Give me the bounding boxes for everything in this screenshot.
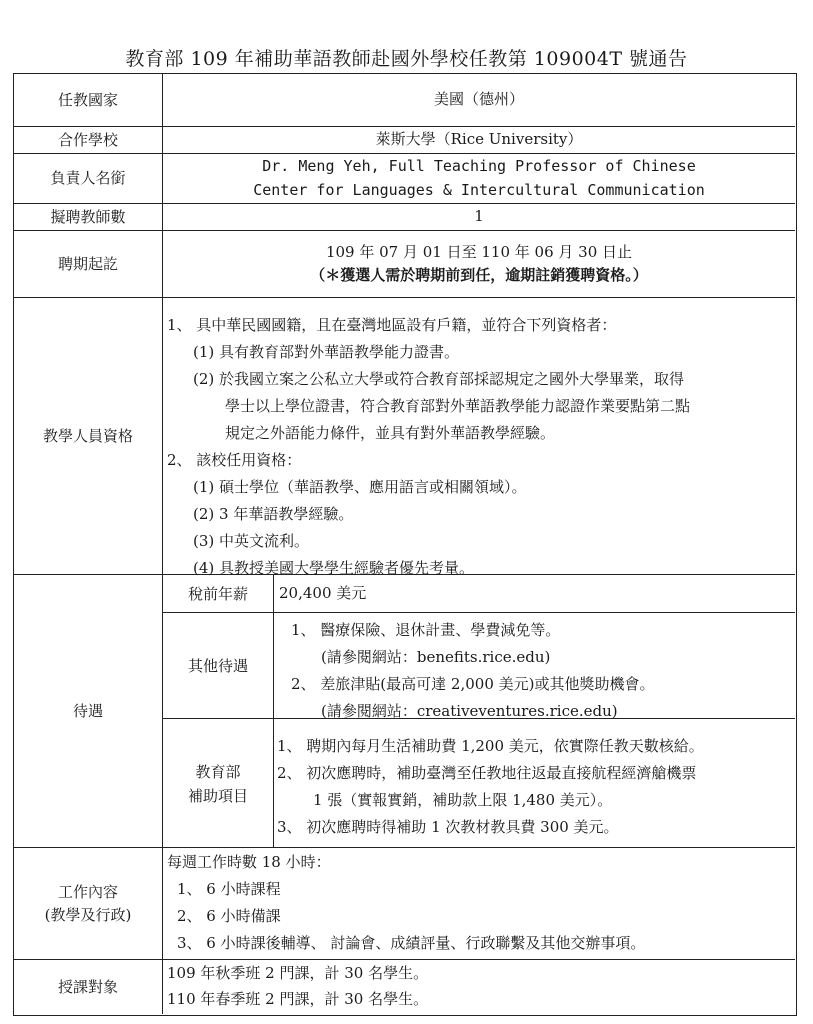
moe-subsidy-line: 3、 初次應聘時得補助 1 次教材教具費 300 美元。 xyxy=(277,818,619,836)
country-text: 美國（德州） xyxy=(433,90,524,109)
period-label: 聘期起訖 xyxy=(14,231,163,297)
moe-subsidy-label xyxy=(163,719,274,848)
moe-subsidy-label-2: 補助項目 xyxy=(187,786,248,805)
quals-line: (4) 具教授美國大學學生經驗者優先考量。 xyxy=(193,559,475,577)
moe-subsidy-line: 1 張（實報實銷，補助款上限 1,480 美元）。 xyxy=(313,791,613,809)
quals-line: 2、 該校任用資格： xyxy=(167,451,302,469)
work-label xyxy=(14,848,163,959)
salary-text: 20,400 美元 xyxy=(279,584,367,602)
row-school xyxy=(14,127,795,154)
row-benefits xyxy=(14,575,795,848)
moe-subsidy-value xyxy=(275,719,795,848)
work-label-1: 工作內容 xyxy=(57,883,118,901)
salary-label: 稅前年薪 xyxy=(163,575,274,612)
school-label: 合作學校 xyxy=(14,127,163,153)
row-period xyxy=(14,231,795,298)
quals-line: (1) 具有教育部對外華語教學能力證書。 xyxy=(193,343,460,361)
other-benefits-line: 1、 醫療保險、退休計畫、學費減免等。 xyxy=(291,621,561,639)
moe-subsidy-subrow xyxy=(163,719,795,848)
work-line: 2、 6 小時備課 xyxy=(177,907,281,925)
benefits-label: 待遇 xyxy=(14,575,163,847)
salary-value xyxy=(275,575,795,612)
quals-line: 學士以上學位證書，符合教育部對外華語教學能力認證作業要點第二點 xyxy=(225,397,691,415)
work-label-2: (教學及行政) xyxy=(44,905,132,924)
work-value xyxy=(163,848,795,959)
notice-table xyxy=(13,73,797,1016)
quals-line: (2) 3 年華語教學經驗。 xyxy=(193,505,354,523)
row-work xyxy=(14,848,795,960)
other-benefits-value xyxy=(275,613,795,718)
quals-label: 教學人員資格 xyxy=(14,298,163,574)
salary-subrow xyxy=(163,575,795,613)
other-benefits-line: 2、 差旅津貼(最高可達 2,000 美元)或其他獎助機會。 xyxy=(291,675,655,693)
country-value xyxy=(163,74,795,126)
target-label: 授課對象 xyxy=(14,960,163,1014)
work-line: 1、 6 小時課程 xyxy=(177,880,281,898)
other-benefits-subrow xyxy=(163,613,795,719)
row-contact xyxy=(14,154,795,204)
quals-line: (1) 碩士學位（華語教學、應用語言或相關領域）。 xyxy=(193,478,527,496)
count-label: 擬聘教師數 xyxy=(14,204,163,230)
period-value xyxy=(163,231,795,297)
row-qualifications xyxy=(14,298,795,575)
row-country xyxy=(14,74,795,127)
count-text: 1 xyxy=(474,207,484,226)
moe-subsidy-line: 2、 初次應聘時，補助臺灣至任教地往返最直接航程經濟艙機票 xyxy=(277,764,697,782)
period-line-1: 109 年 07 月 01 日至 110 年 06 月 30 日止 xyxy=(325,242,633,261)
period-note: （＊獲選人需於聘期前到任，逾期註銷獲聘資格。） xyxy=(310,266,648,284)
school-text: 萊斯大學（Rice University） xyxy=(375,130,583,149)
moe-subsidy-line: 1、 聘期內每月生活補助費 1,200 美元，依實際任教天數核給。 xyxy=(277,737,704,755)
work-line: 每週工作時數 18 小時： xyxy=(167,853,331,871)
count-value xyxy=(163,204,795,230)
row-target xyxy=(14,960,795,1014)
contact-value xyxy=(163,154,795,203)
contact-label: 負責人名銜 xyxy=(14,154,163,203)
work-line: 3、 6 小時課後輔導、 討論會、成績評量、行政聯繫及其他交辦事項。 xyxy=(177,934,646,952)
target-line: 110 年春季班 2 門課，計 30 名學生。 xyxy=(167,990,429,1008)
row-count xyxy=(14,204,795,231)
contact-line-1: Dr. Meng Yeh, Full Teaching Professor of Chinese xyxy=(262,157,696,176)
contact-line-2: Center for Languages & Intercultural Communication xyxy=(253,180,705,199)
quals-line: (3) 中英文流利。 xyxy=(193,532,310,550)
target-value xyxy=(163,960,795,1014)
notice-title: 教育部 109 年補助華語教師赴國外學校任教第 109004T 號通告 xyxy=(125,48,688,70)
quals-line: (2) 於我國立案之公私立大學或符合教育部採認規定之國外大學畢業，取得 xyxy=(193,370,685,388)
other-benefits-link: (請參閱網站：benefits.rice.edu) xyxy=(321,648,551,666)
target-line: 109 年秋季班 2 門課，計 30 名學生。 xyxy=(167,964,429,982)
quals-line: 規定之外語能力條件，並具有對外華語教學經驗。 xyxy=(225,424,556,442)
other-benefits-label: 其他待遇 xyxy=(163,613,274,718)
quals-value xyxy=(163,298,795,577)
school-value xyxy=(163,127,795,153)
quals-line: 1、 具中華民國國籍，且在臺灣地區設有戶籍，並符合下列資格者： xyxy=(167,316,617,334)
other-benefits-link: (請參閱網站：creativeventures.rice.edu) xyxy=(321,702,618,720)
country-label: 任教國家 xyxy=(14,74,163,126)
moe-subsidy-label-1: 教育部 xyxy=(195,762,241,781)
